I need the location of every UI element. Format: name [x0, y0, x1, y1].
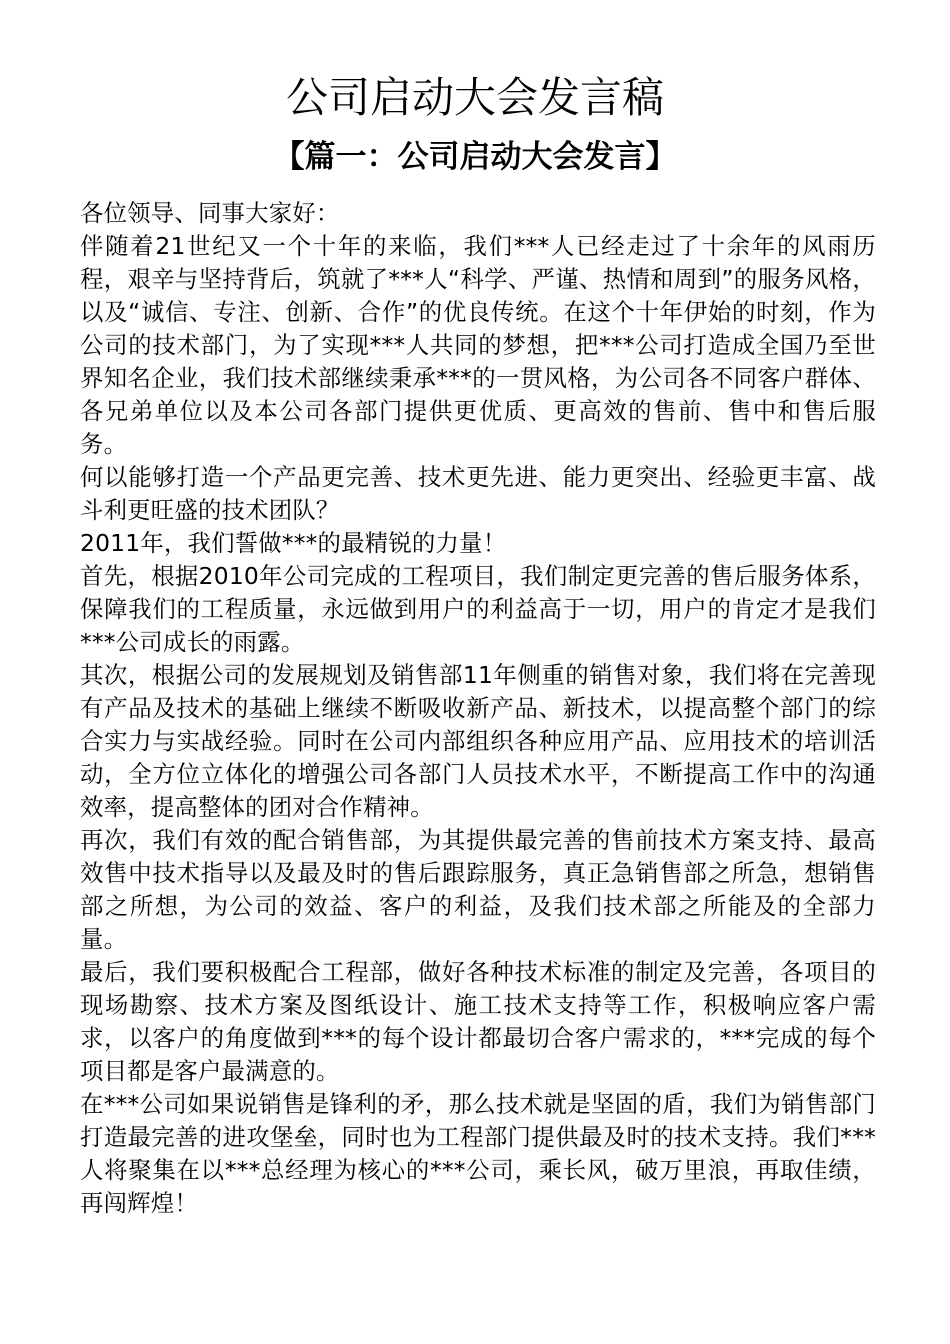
paragraph-second: 其次，根据公司的发展规划及销售部11年侧重的销售对象，我们将在完善现有产品及技术的基础上继续不断吸收新产品、新技术，以提高整个部门的综合实力与实战经验。同时在公司内部组织各种应用产品、应用技术的培训活动，全方位立体化的增强公司各部门人员技术水平，不断提高工作中的沟通效率，提高整体的团对合作精神。	[80, 661, 876, 821]
paragraph-pledge: 2011年，我们誓做***的最精锐的力量！	[80, 529, 507, 557]
paragraph-intro: 伴随着21世纪又一个十年的来临，我们***人已经走过了十余年的风雨历程，艰辛与坚持背后，筑就了***人“科学、严谨、热情和周到”的服务风格，以及“诚信、专注、创新、合作”的优良传统。在这个十年伊始的时刻，作为公司的技术部门，为了实现***人共同的梦想，把***公司打造成全国乃至世界知名企业，我们技术部继续秉承***的一贯风格，为公司各不同客户群体、各兄弟单位以及本公司各部门提供更优质、更高效的售前、售中和售后服务。	[80, 232, 876, 458]
body-text	[80, 197, 876, 1220]
paragraph-third: 再次，我们有效的配合销售部，为其提供最完善的售前技术方案支持、最高效售中技术指导以及最及时的售后跟踪服务，真正急销售部之所急，想销售部之所想，为公司的效益、客户的利益，及我们技术部之所能及的全部力量。	[80, 826, 876, 953]
page-title: 公司启动大会发言稿	[285, 73, 664, 122]
paragraph-closing: 在***公司如果说销售是锋利的矛，那么技术就是坚固的盾，我们为销售部门打造最完善的进攻堡垒，同时也为工程部门提供最及时的技术支持。我们***人将聚集在以***总经理为核心的***公司，乘长风，破万里浪，再取佳绩，再闯辉煌！	[80, 1090, 876, 1217]
section-heading: 【篇一：公司启动大会发言】	[273, 139, 677, 175]
paragraph-first: 首先，根据2010年公司完成的工程项目，我们制定更完善的售后服务体系，保障我们的工程质量，永远做到用户的利益高于一切，用户的肯定才是我们***公司成长的雨露。	[80, 562, 876, 656]
paragraph-question: 何以能够打造一个产品更完善、技术更先进、能力更突出、经验更丰富、战斗利更旺盛的技术团队？	[80, 463, 876, 524]
paragraph-last: 最后，我们要积极配合工程部，做好各种技术标准的制定及完善，各项目的现场勘察、技术方案及图纸设计、施工技术支持等工作，积极响应客户需求，以客户的角度做到***的每个设计都最切合客户需求的，***完成的每个项目都是客户最满意的。	[80, 958, 876, 1085]
paragraph-greeting: 各位领导、同事大家好：	[80, 199, 340, 227]
